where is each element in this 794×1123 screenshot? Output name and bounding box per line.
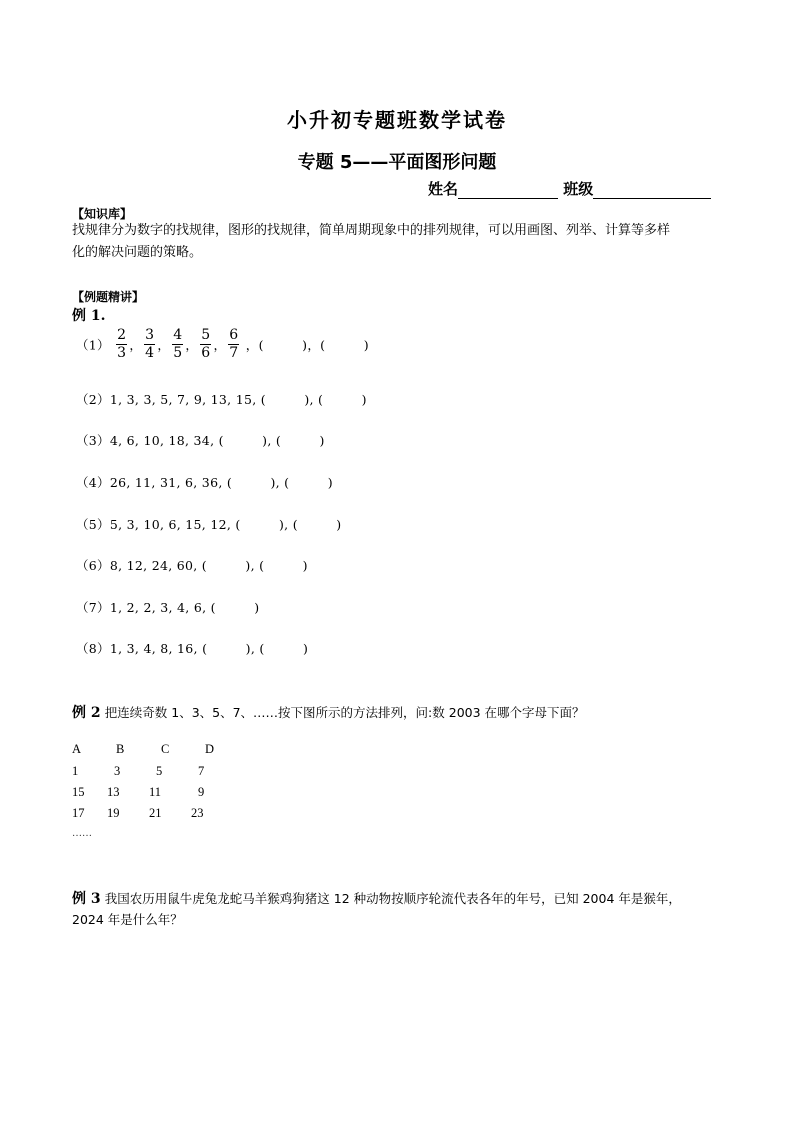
knowledge-line-2: 化的解决问题的策略。	[72, 245, 203, 260]
fraction-denominator: 3	[117, 345, 127, 361]
examples-heading: 【例题精讲】	[72, 290, 145, 304]
grid-cell: 9	[198, 785, 205, 799]
name-blank[interactable]	[458, 182, 558, 199]
ex1-q4: （4）26, 11, 31, 6, 36, ( ), ( )	[76, 475, 333, 490]
name-label: 姓名	[428, 180, 459, 198]
grid-cell: 7	[198, 764, 205, 778]
grid-cell: 1	[72, 764, 79, 778]
class-label: 班级	[563, 180, 594, 198]
ex2-text: 把连续奇数 1、3、5、7、……按下图所示的方法排列，问:数 2003 在哪个字母下面？	[104, 705, 585, 720]
ex1-q1-suffix: ，( )，( )	[245, 337, 369, 353]
fraction-denominator: 6	[201, 345, 211, 361]
class-blank[interactable]	[593, 182, 711, 199]
name-class-line	[428, 178, 711, 199]
fraction	[144, 327, 155, 362]
fraction-numerator: 4	[173, 327, 183, 343]
ex2-label: 例 2	[72, 705, 101, 721]
grid-cell: 19	[107, 806, 120, 820]
fraction	[172, 327, 183, 362]
ex2-number-grid	[72, 742, 272, 842]
grid-cell: 11	[149, 785, 162, 799]
fraction-denominator: 5	[173, 345, 183, 361]
ex1-q3: （3）4, 6, 10, 18, 34, ( ), ( )	[76, 433, 325, 448]
grid-cell: B	[116, 742, 125, 756]
fraction-numerator: 3	[145, 327, 155, 343]
fraction-numerator: 6	[229, 327, 239, 343]
knowledge-line-1: 找规律分为数字的找规律，图形的找规律，简单周期现象中的排列规律，可以用画图、列举、计算等多样	[72, 223, 671, 238]
grid-cell: A	[72, 742, 82, 756]
knowledge-heading: 【知识库】	[72, 207, 133, 221]
ex1-q6: （6）8, 12, 24, 60, ( ), ( )	[76, 558, 308, 573]
fraction-denominator: 4	[145, 345, 155, 361]
fraction-numerator: 5	[201, 327, 211, 343]
grid-cell: 17	[72, 806, 85, 820]
separator: ，	[157, 337, 171, 353]
separator: ，	[129, 337, 143, 353]
fraction	[228, 327, 239, 362]
fraction-numerator: 2	[117, 327, 127, 343]
grid-ellipsis: ……	[72, 828, 92, 839]
ex1-q7: （7）1, 2, 2, 3, 4, 6, ( )	[76, 600, 260, 615]
fraction-sequence	[114, 327, 241, 361]
ex1-q8: （8）1, 3, 4, 8, 16, ( ), ( )	[76, 641, 309, 656]
ex3-label: 例 3	[72, 891, 101, 907]
grid-cell: 15	[72, 785, 85, 799]
grid-cell: 5	[156, 764, 163, 778]
fraction-denominator: 7	[229, 345, 239, 361]
grid-cell: 13	[107, 785, 120, 799]
ex1-label: 例 1.	[72, 308, 106, 324]
ex1-q5: （5）5, 3, 10, 6, 15, 12, ( ), ( )	[76, 517, 342, 532]
ex3-line-2: 2024 年是什么年？	[72, 912, 183, 927]
ex1-q1-prefix: （1）	[76, 337, 110, 353]
separator: ，	[185, 337, 199, 353]
page-title: 小升初专题班数学试卷	[287, 108, 507, 132]
ex2	[72, 702, 585, 722]
grid-cell: 21	[149, 806, 162, 820]
grid-cell: 23	[191, 806, 204, 820]
fraction	[116, 327, 127, 362]
fraction	[200, 327, 211, 362]
grid-cell: C	[161, 742, 170, 756]
ex3	[72, 888, 681, 908]
grid-cell: 3	[114, 764, 121, 778]
grid-cell: D	[205, 742, 215, 756]
page-subtitle: 专题 5——平面图形问题	[297, 152, 497, 173]
ex1-q2: （2）1, 3, 3, 5, 7, 9, 13, 15, ( ), ( )	[76, 392, 367, 407]
ex1-q1	[76, 327, 369, 362]
ex3-line-1: 我国农历用鼠牛虎兔龙蛇马羊猴鸡狗猪这 12 种动物按顺序轮流代表各年的年号，已知 2004 年是猴年，	[104, 891, 681, 906]
separator: ，	[213, 337, 227, 353]
